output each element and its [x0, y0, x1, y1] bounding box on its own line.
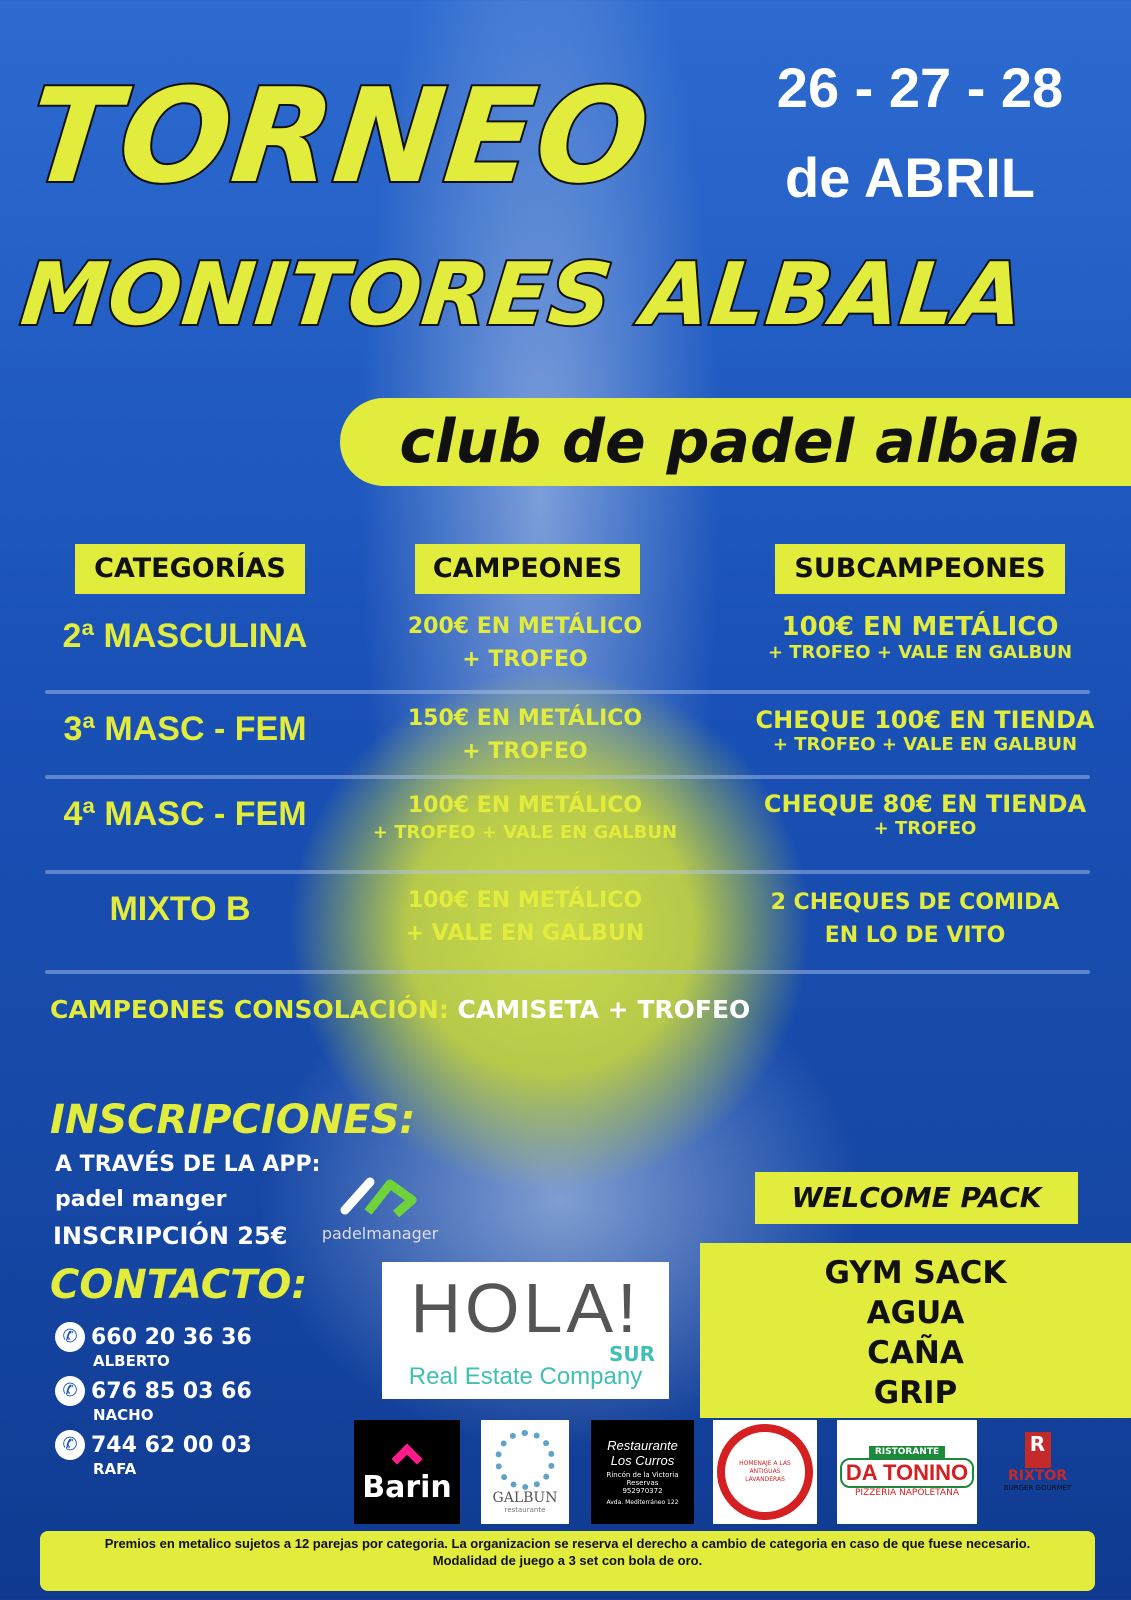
contacto-title: CONTACTO:: [50, 1262, 308, 1308]
prize-main: 200€ EN METÁLICO: [407, 614, 643, 639]
prize-sub: + TROFEO + VALE EN GALBUN: [372, 822, 678, 843]
contact-name: RAFA: [93, 1460, 137, 1478]
runnerup-prize: [735, 612, 1105, 663]
champion-prize: [345, 614, 705, 672]
rixtor-logo: [995, 1432, 1080, 1492]
hola-logo-sub: SUR: [608, 1341, 655, 1366]
galbun-sub: restaurante: [504, 1506, 546, 1514]
pack-item: GRIP: [873, 1375, 958, 1411]
contact-name: ALBERTO: [93, 1352, 170, 1370]
hola-sur-logo: [382, 1262, 669, 1399]
prize-main: CHEQUE 100€ EN TIENDA: [755, 706, 1095, 734]
row-divider: [45, 690, 1090, 694]
prize-sub: + TROFEO: [462, 739, 588, 764]
padelmanager-icon: [340, 1170, 420, 1220]
champion-prize: [345, 706, 705, 764]
inscripciones-app-name: padel manger: [55, 1187, 227, 1212]
prize-sub: + TROFEO: [873, 818, 977, 839]
curros-res: Reservas: [626, 1479, 659, 1487]
inscripciones-fee: INSCRIPCIÓN 25€: [53, 1222, 288, 1250]
prize-sub: + TROFEO + VALE EN GALBUN: [772, 734, 1078, 755]
inscripciones-app: A TRAVÉS DE LA APP:: [55, 1152, 321, 1177]
title-monitores: MONITORES ALBALA: [16, 245, 1030, 345]
los-curros-logo: [591, 1420, 694, 1524]
row-divider: [45, 970, 1090, 974]
prize-main: 150€ EN METÁLICO: [407, 706, 643, 731]
contact-phone[interactable]: [55, 1376, 252, 1406]
runnerup-prize: [735, 790, 1115, 839]
pack-item: AGUA: [866, 1295, 965, 1331]
runnerup-prize: [735, 890, 1095, 948]
prize-main: 100€ EN METÁLICO: [407, 888, 643, 913]
footer-line1: Premios en metalico sujetos a 12 parejas por categoria. La organizacion se reserva el derecho a cambio de categoria en caso de que fuese necesario.: [104, 1536, 1031, 1551]
mandala-icon: [495, 1430, 555, 1490]
prize-main: CHEQUE 80€ EN TIENDA: [763, 790, 1087, 818]
tonino-sub: PIZZERIA NAPOLETANA: [855, 1488, 959, 1498]
barin-logo: [354, 1420, 460, 1524]
contact-phone[interactable]: [55, 1430, 252, 1460]
prize-sub: + TROFEO: [462, 647, 588, 672]
pack-item: GYM SACK: [824, 1255, 1007, 1291]
curros-loc: Rincón de la Victoria: [606, 1471, 679, 1479]
consolation-label: CAMPEONES CONSOLACIÓN:: [50, 995, 449, 1024]
lavanderia-text: HOMENAJE A LAS ANTIGUAS LAVANDERAS: [717, 1424, 813, 1520]
footer-line2: Modalidad de juego a 3 set con bola de oro.: [432, 1553, 703, 1568]
consolation-value: CAMISETA + TROFEO: [457, 995, 751, 1024]
category: 4ª MASC - FEM: [63, 795, 307, 833]
row-divider: [45, 775, 1090, 779]
header-categorias: CATEGORÍAS: [75, 544, 305, 594]
curros-name2: Los Curros: [610, 1453, 675, 1468]
galbun-logo: [481, 1420, 569, 1524]
champion-prize: [345, 888, 705, 946]
lavanderia-logo: [713, 1420, 817, 1524]
dates-days: 26 - 27 - 28: [776, 56, 1064, 119]
phone-number: 744 62 00 03: [91, 1432, 252, 1458]
contact-name: NACHO: [93, 1406, 154, 1424]
phone-icon: ✆: [55, 1430, 85, 1460]
category: MIXTO B: [109, 890, 251, 928]
category: 3ª MASC - FEM: [63, 710, 307, 748]
rixtor-text: RIXTOR: [1007, 1468, 1067, 1484]
tonino-name: DA TONINO: [840, 1458, 974, 1488]
consolation: [50, 995, 750, 1024]
contact-list: [55, 1322, 252, 1478]
hola-logo-text: HOLA!: [410, 1268, 641, 1347]
prize-sub: + VALE EN GALBUN: [405, 921, 645, 946]
runnerup-prize: [735, 706, 1115, 755]
category: 2ª MASCULINA: [62, 617, 308, 655]
footer-notes: [40, 1531, 1095, 1591]
champion-prize: [345, 793, 705, 843]
padelmanager-logo: [320, 1170, 440, 1243]
inscripciones-title: INSCRIPCIONES:: [50, 1097, 416, 1143]
prize-sub: + TROFEO + VALE EN GALBUN: [767, 642, 1073, 663]
phone-number: 676 85 03 66: [91, 1378, 252, 1404]
hola-logo-tag: Real Estate Company: [408, 1362, 643, 1390]
padelmanager-label: padelmanager: [321, 1224, 439, 1243]
curros-addr: Avda. Mediterráneo 122: [606, 1499, 679, 1506]
da-tonino-logo: [837, 1420, 977, 1524]
phone-number: 660 20 36 36: [91, 1324, 252, 1350]
rixtor-sub: BURGER GOURMET: [1003, 1484, 1072, 1492]
prize-sub: EN LO DE VITO: [824, 923, 1006, 948]
prize-main: 100€ EN METÁLICO: [407, 793, 643, 818]
phone-icon: ✆: [55, 1322, 85, 1352]
title-torneo: TORNEO: [22, 60, 658, 212]
curros-name1: Restaurante: [607, 1438, 678, 1453]
row-divider: [45, 870, 1090, 874]
pack-item: CAÑA: [867, 1335, 964, 1371]
galbun-text: GALBUN: [492, 1490, 558, 1506]
welcome-pack-title: WELCOME PACK: [755, 1172, 1078, 1224]
header-campeones: CAMPEONES: [415, 544, 640, 594]
club-banner: club de padel albala: [340, 398, 1131, 486]
phone-icon: ✆: [55, 1376, 85, 1406]
barin-text: Barin: [362, 1469, 452, 1505]
header-subcampeones: SUBCAMPEONES: [775, 544, 1065, 594]
prize-main: 2 CHEQUES DE COMIDA: [770, 890, 1060, 915]
contact-phone[interactable]: [55, 1322, 252, 1352]
rixtor-icon: R: [1025, 1432, 1051, 1468]
tonino-top: RISTORANTE: [869, 1446, 945, 1458]
welcome-pack-items: [700, 1243, 1131, 1418]
prize-main: 100€ EN METÁLICO: [781, 612, 1059, 642]
dates-month: de ABRIL: [785, 146, 1035, 209]
curros-tel: 952970372: [622, 1487, 663, 1495]
